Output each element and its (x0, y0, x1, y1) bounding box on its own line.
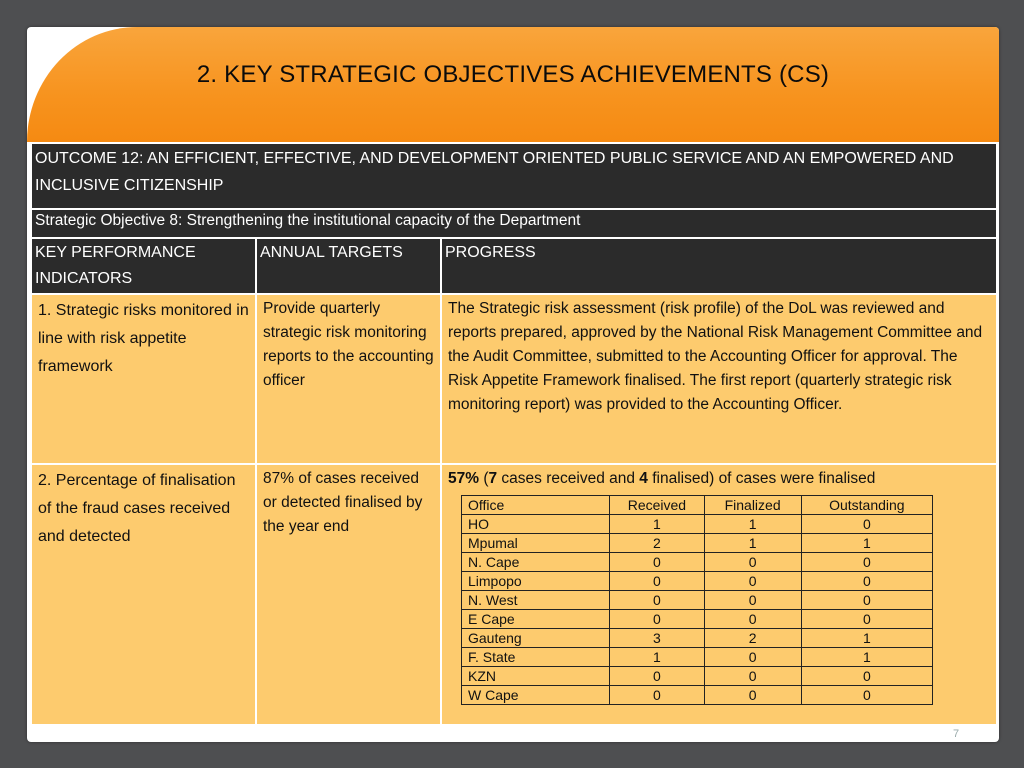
finalized-cell: 0 (704, 610, 801, 629)
progress-mid-text: cases received and (497, 470, 640, 487)
received-cell: 0 (610, 686, 704, 705)
office-name-cell: E Cape (462, 610, 610, 629)
strategic-objective-heading: Strategic Objective 8: Strengthening the institutional capacity of the Department (31, 209, 997, 238)
outstanding-cell: 0 (801, 591, 932, 610)
outstanding-cell: 0 (801, 572, 932, 591)
office-name-cell: HO (462, 515, 610, 534)
office-name-cell: Gauteng (462, 629, 610, 648)
progress-column-header: PROGRESS (441, 238, 997, 294)
progress-summary (448, 467, 990, 491)
received-cell: 1 (610, 648, 704, 667)
finalized-cell: 0 (704, 648, 801, 667)
office-name-cell: Limpopo (462, 572, 610, 591)
outstanding-cell: 0 (801, 553, 932, 572)
finalized-cell: 2 (704, 629, 801, 648)
outstanding-cell: 0 (801, 667, 932, 686)
progress-open-paren: ( (479, 470, 489, 487)
progress-percent: 57% (448, 470, 480, 487)
office-name-cell: N. Cape (462, 553, 610, 572)
office-name-cell: W Cape (462, 686, 610, 705)
kpi-table-container (30, 142, 996, 726)
office-row (462, 629, 933, 648)
slide-title: 2. KEY STRATEGIC OBJECTIVES ACHIEVEMENTS (CS) (196, 61, 830, 88)
office-row (462, 515, 933, 534)
office-name-cell: N. West (462, 591, 610, 610)
progress-received-count: 7 (488, 470, 498, 487)
outstanding-cell: 1 (801, 629, 932, 648)
received-column-header: Received (610, 496, 704, 515)
table-row (31, 294, 997, 464)
progress-cell (441, 464, 997, 725)
received-cell: 0 (610, 591, 704, 610)
finalized-cell: 0 (704, 591, 801, 610)
page-number: 7 (953, 728, 960, 740)
finalized-cell: 0 (704, 572, 801, 591)
targets-column-header: ANNUAL TARGETS (256, 238, 441, 294)
kpi-table (30, 142, 998, 726)
office-name-cell: F. State (462, 648, 610, 667)
office-name-cell: Mpumal (462, 534, 610, 553)
received-cell: 0 (610, 667, 704, 686)
received-cell: 1 (610, 515, 704, 534)
outstanding-cell: 0 (801, 686, 932, 705)
received-cell: 0 (610, 610, 704, 629)
office-table-body (462, 515, 933, 705)
outstanding-cell: 1 (801, 534, 932, 553)
table-row (31, 464, 997, 725)
office-row (462, 534, 933, 553)
received-cell: 2 (610, 534, 704, 553)
kpi-cell: 2. Percentage of finalisation of the fraud cases received and detected (31, 464, 256, 725)
office-row (462, 572, 933, 591)
finalized-cell: 0 (704, 686, 801, 705)
outstanding-cell: 0 (801, 515, 932, 534)
received-cell: 3 (610, 629, 704, 648)
target-cell: Provide quarterly strategic risk monitoring reports to the accounting officer (256, 294, 441, 464)
finalized-cell: 1 (704, 534, 801, 553)
received-cell: 0 (610, 572, 704, 591)
outcome-heading: OUTCOME 12: AN EFFICIENT, EFFECTIVE, AND DEVELOPMENT ORIENTED PUBLIC SERVICE AND AN EMPOWERED AND INCLUSIVE CITIZENSHIP (31, 143, 997, 209)
office-row (462, 591, 933, 610)
office-row (462, 648, 933, 667)
progress-finalised-count: 4 (639, 470, 648, 487)
office-row (462, 553, 933, 572)
office-row (462, 686, 933, 705)
progress-end-text: finalised) of cases were finalised (647, 470, 876, 487)
received-cell: 0 (610, 553, 704, 572)
office-table-header-row (462, 496, 933, 515)
outstanding-cell: 0 (801, 610, 932, 629)
office-name-cell: KZN (462, 667, 610, 686)
finalized-cell: 0 (704, 667, 801, 686)
office-row (462, 667, 933, 686)
office-column-header: Office (462, 496, 610, 515)
progress-cell: The Strategic risk assessment (risk profile) of the DoL was reviewed and reports prepared, approved by the National Risk Management Committee and the Audit Committee, submitted to the Accounting Officer for approval. The Risk Appetite Framework finalised. The first report (quarterly strategic risk monitoring report) was provided to the Accounting Officer. (441, 294, 997, 464)
outstanding-column-header: Outstanding (801, 496, 932, 515)
kpi-cell: 1. Strategic risks monitored in line with risk appetite framework (31, 294, 256, 464)
office-row (462, 610, 933, 629)
finalized-cell: 1 (704, 515, 801, 534)
finalized-column-header: Finalized (704, 496, 801, 515)
office-cases-table (461, 495, 933, 705)
finalized-cell: 0 (704, 553, 801, 572)
target-cell: 87% of cases received or detected finalised by the year end (256, 464, 441, 725)
outstanding-cell: 1 (801, 648, 932, 667)
kpi-column-header: KEY PERFORMANCE INDICATORS (31, 238, 256, 294)
slide (27, 27, 999, 742)
